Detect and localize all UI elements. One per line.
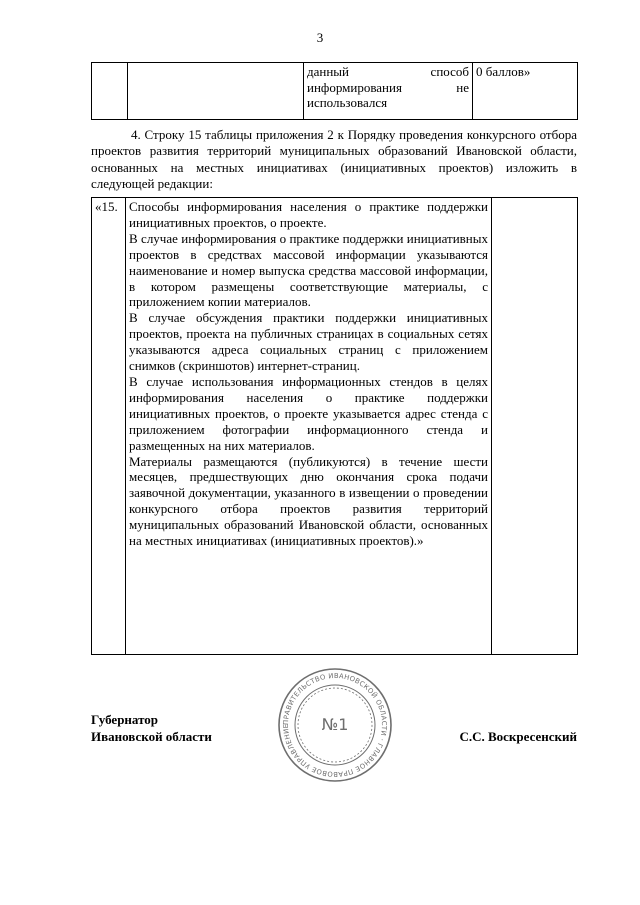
description-paragraph: Материалы размещаются (публикуются) в течение шести месяцев, предшествующих дню окончания срока подачи заявочной документации, указанного в извещении о проведении конкурсного отбора проектов развития территорий муниципальных образований Ивановской области, основанных на местных инициативах (инициативных проектов).» [129,453,488,549]
page-number: 3 [316,30,324,45]
description-paragraph: Способы информирования населения о практике поддержки инициативных проектов, о проекте. [129,199,488,230]
svg-text:№1: №1 [321,715,349,734]
row-number-cell: «15. [92,198,126,655]
table-row [92,63,578,120]
table-row [92,198,578,655]
svg-text:ПРАВИТЕЛЬСТВО ИВАНОВСКОЙ ОБЛАС: ПРАВИТЕЛЬСТВО ИВАНОВСКОЙ ОБЛАСТИ · ГЛАВНОЕ ПРАВОВОЕ УПРАВЛЕНИЕ [281,671,389,779]
table-cell-empty [128,63,304,120]
score-cell: 0 баллов» [473,63,578,120]
position-line: Губернатор [91,712,159,727]
signatory-position [91,711,212,745]
description-paragraph: В случае информирования о практике поддержки инициативных проектов в средствах массовой информации указываются наименование и номер выпуска средства массовой информации, в котором размещены соответствующие материалы, с приложением копии материалов. [129,230,488,310]
method-cell: данный способ информирования не использовался [304,63,473,120]
row15-table [91,197,578,655]
official-seal [277,667,393,783]
continued-table [91,62,578,120]
description-paragraph: В случае обсуждения практики поддержки инициативных проектов, проекта на публичных страницах в социальных сетях указываются адреса социальных страниц с приложением снимков (скриншотов) интернет-страниц. [129,310,488,374]
amendment-paragraph: 4. Строку 15 таблицы приложения 2 к Порядку проведения конкурсного отбора проектов развития территорий муниципальных образований Ивановской области, основанных на местных инициативах (инициативных проектов) изложить в следующей редакции: [91,127,577,192]
position-line: Ивановской области [91,729,212,744]
signatory-name: С.С. Воскресенский [459,729,577,744]
table-cell-empty [92,63,128,120]
row-score-cell [492,198,578,655]
description-paragraph: В случае использования информационных стендов в целях информирования населения о практике поддержки инициативных проектов, о проекте указывается адрес стенда с приложением фотографии информационного стенда и размещенных на них материалов. [129,373,488,453]
row-description-cell [126,198,492,655]
